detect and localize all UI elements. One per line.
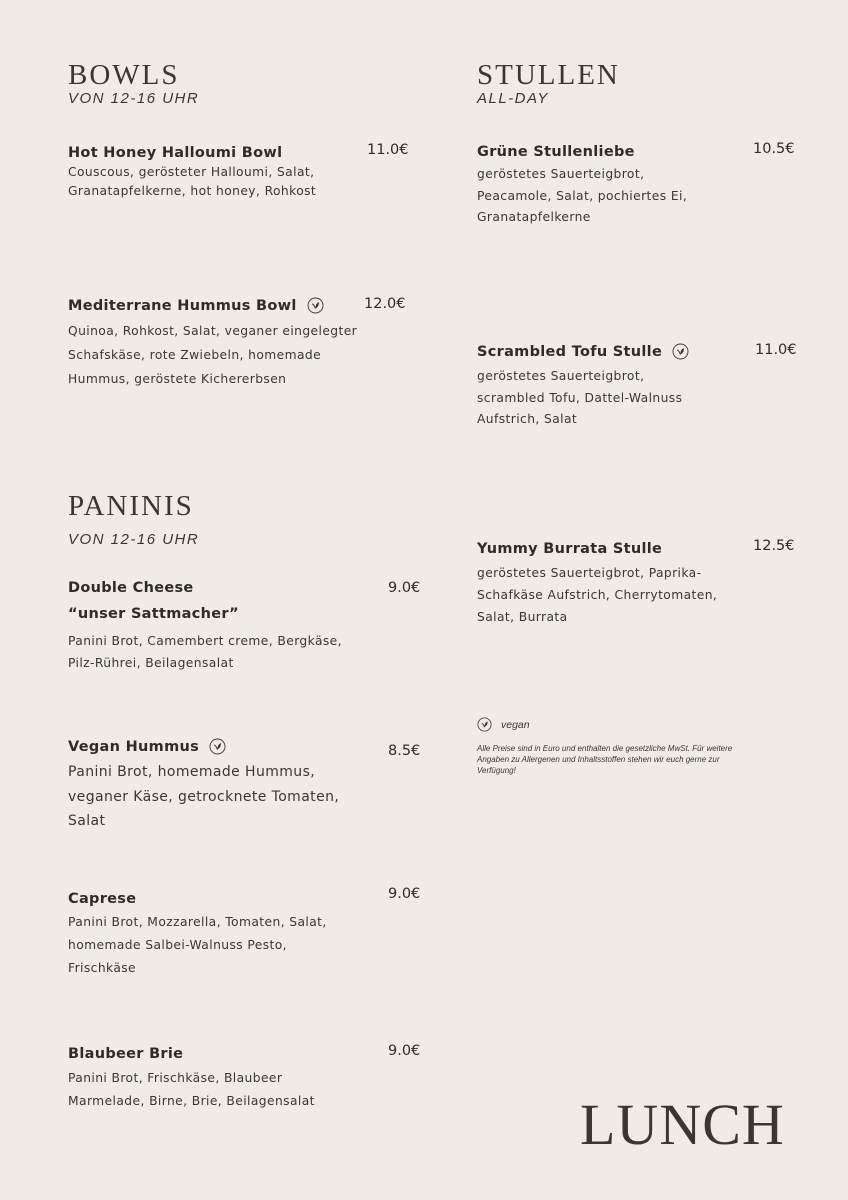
item-price: 9.0€ <box>388 580 421 596</box>
stullen-subtitle: ALL-DAY <box>477 90 549 107</box>
stullen-title: STULLEN <box>477 59 620 91</box>
menu-item-blaubeer-brie <box>68 1043 183 1063</box>
item-name: Yummy Burrata Stulle <box>477 541 663 557</box>
item-description: Panini Brot, Mozzarella, Tomaten, Salat, homemade Salbei-Walnuss Pesto, Frischkäse <box>68 915 327 975</box>
item-description: Panini Brot, Frischkäse, Blaubeer Marmelade, Birne, Brie, Beilagensalat <box>68 1071 315 1108</box>
menu-item-scrambled-tofu-stulle <box>477 341 689 361</box>
menu-item-double-cheese <box>68 580 239 624</box>
paninis-title: PANINIS <box>68 490 194 522</box>
item-name: Grüne Stullenliebe <box>477 144 635 160</box>
menu-item-caprese <box>68 888 136 908</box>
bowls-title: BOWLS <box>68 59 180 91</box>
item-name: Blaubeer Brie <box>68 1046 184 1062</box>
vegan-leaf-icon <box>672 343 689 360</box>
bowls-subtitle: VON 12-16 UHR <box>68 90 200 107</box>
item-price: 9.0€ <box>388 1043 421 1059</box>
menu-item-mediterrane-hummus-bowl <box>68 295 324 315</box>
item-name: Caprese <box>68 891 137 907</box>
item-description: geröstetes Sauerteigbrot, scrambled Tofu, Dattel-Walnuss Aufstrich, Salat <box>477 369 683 426</box>
item-name-tagline: “unser Sattmacher” <box>68 606 239 623</box>
menu-item-yummy-burrata-stulle <box>477 538 662 558</box>
item-description: Panini Brot, homemade Hummus, veganer Käse, getrocknete Tomaten, Salat <box>68 764 340 829</box>
lunch-wordmark: LUNCH <box>580 1092 785 1157</box>
item-price: 10.5€ <box>753 141 795 157</box>
item-price: 11.0€ <box>367 142 409 158</box>
item-price: 12.5€ <box>753 538 795 554</box>
item-price: 12.0€ <box>364 296 406 312</box>
vegan-legend-label: vegan <box>501 718 530 731</box>
paninis-subtitle: VON 12-16 UHR <box>68 531 200 548</box>
item-description: Panini Brot, Camembert creme, Bergkäse, Pilz-Rührei, Beilagensalat <box>68 634 342 670</box>
item-price: 8.5€ <box>388 743 421 759</box>
item-name: Hot Honey Halloumi Bowl <box>68 145 283 161</box>
item-description: Quinoa, Rohkost, Salat, veganer eingelegter Schafskäse, rote Zwiebeln, homemade Hummus, geröstete Kichererbsen <box>68 324 358 386</box>
menu-item-hot-honey-halloumi-bowl <box>68 142 282 162</box>
price-note: Alle Preise sind in Euro und enthalten die gesetzliche MwSt. Für weitere Angaben zu Allergenen und Inhaltsstoffen stehen wir euch gerne zur Verfügung! <box>477 744 733 775</box>
item-name: Double Cheese <box>68 580 194 596</box>
item-description: geröstetes Sauerteigbrot, Paprika-Schafkäse Aufstrich, Cherrytomaten, Salat, Burrata <box>477 566 718 624</box>
item-price: 11.0€ <box>755 342 797 358</box>
vegan-leaf-icon <box>477 717 492 732</box>
vegan-leaf-icon <box>209 738 226 755</box>
menu-item-vegan-hummus <box>68 736 226 756</box>
vegan-legend <box>477 717 530 732</box>
item-description: Couscous, gerösteter Halloumi, Salat, Granatapfelkerne, hot honey, Rohkost <box>68 165 317 198</box>
item-description: geröstetes Sauerteigbrot, Peacamole, Salat, pochiertes Ei, Granatapfelkerne <box>477 167 688 224</box>
item-name: Vegan Hummus <box>68 739 200 755</box>
menu-item-gruene-stullenliebe <box>477 141 635 161</box>
item-price: 9.0€ <box>388 886 421 902</box>
vegan-leaf-icon <box>307 297 324 314</box>
item-name: Mediterrane Hummus Bowl <box>68 298 297 314</box>
item-name: Scrambled Tofu Stulle <box>477 344 663 360</box>
